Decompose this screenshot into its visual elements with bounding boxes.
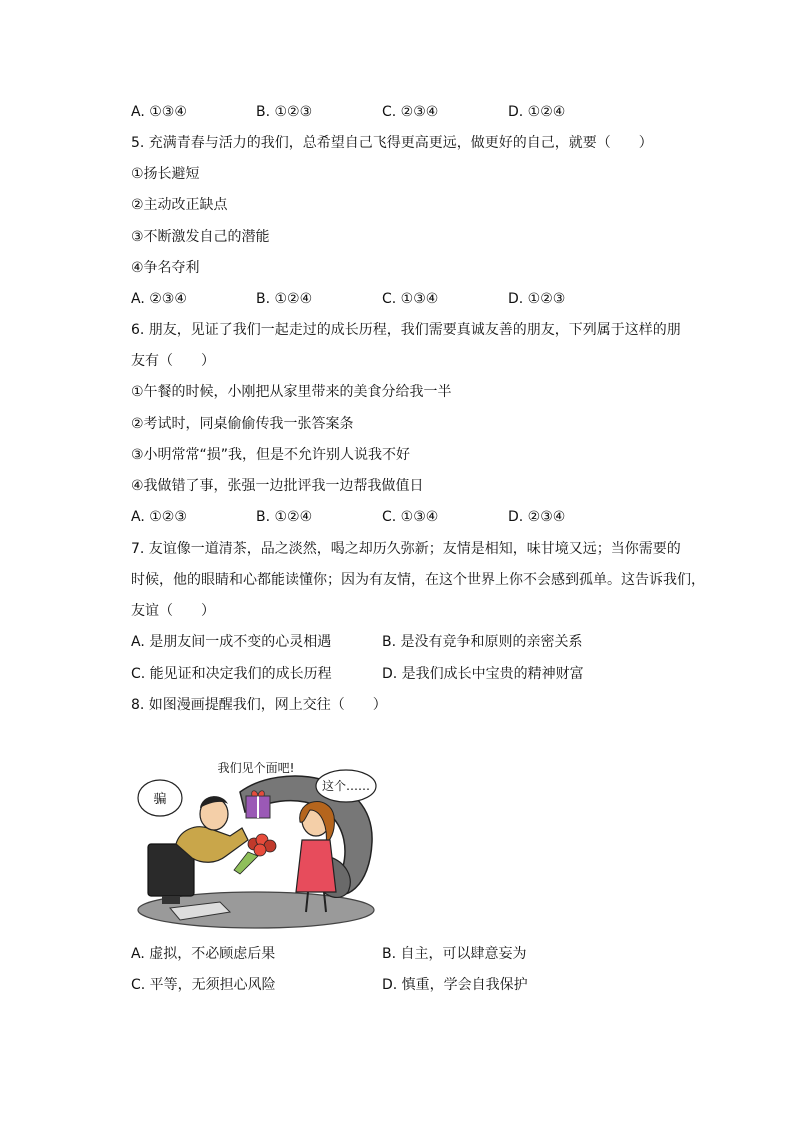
cartoon-illustration bbox=[130, 752, 382, 932]
q6-option-a: A. ①②③ bbox=[131, 509, 187, 525]
speech-right-text: 这个…… bbox=[321, 779, 371, 793]
q5-item-1: ①扬长避短 bbox=[131, 166, 200, 182]
bouquet-stems bbox=[234, 852, 258, 874]
q6-stem-line-1: 6. 朋友，见证了我们一起走过的成长历程，我们需要真诚友善的朋友，下列属于这样的朋 bbox=[131, 322, 681, 338]
q6-option-b: B. ①②④ bbox=[256, 509, 313, 525]
q5-option-c: C. ①③④ bbox=[382, 291, 439, 307]
q7-option-a: A. 是朋友间一成不变的心灵相遇 bbox=[131, 634, 332, 650]
q5-option-a: A. ②③④ bbox=[131, 291, 187, 307]
q5-item-4: ④争名夺利 bbox=[131, 260, 200, 276]
q6-option-d: D. ②③④ bbox=[508, 509, 566, 525]
monitor-stand bbox=[162, 896, 180, 904]
q5-option-d: D. ①②③ bbox=[508, 291, 566, 307]
speech-top-text: 我们见个面吧! bbox=[217, 761, 295, 775]
speech-left-text: 骗 bbox=[153, 792, 167, 807]
q7-option-d: D. 是我们成长中宝贵的精神财富 bbox=[382, 666, 584, 682]
q8-option-b: B. 自主，可以肆意妄为 bbox=[382, 946, 527, 962]
q5-option-b: B. ①②④ bbox=[256, 291, 313, 307]
q5-stem: 5. 充满青春与活力的我们，总希望自己飞得更高更远，做更好的自己，就要（ ） bbox=[131, 135, 653, 151]
woman-dress bbox=[296, 840, 336, 892]
q6-item-4: ④我做错了事，张强一边批评我一边帮我做值日 bbox=[131, 478, 424, 494]
q6-option-c: C. ①③④ bbox=[382, 509, 439, 525]
q6-item-3: ③小明常常“损”我，但是不允许别人说我不好 bbox=[131, 447, 411, 463]
q6-item-2: ②考试时，同桌偷偷传我一张答案条 bbox=[131, 416, 354, 432]
q7-stem-line-3: 友谊（ ） bbox=[131, 603, 215, 619]
q7-option-c: C. 能见证和决定我们的成长历程 bbox=[131, 666, 332, 682]
q4-option-d: D. ①②④ bbox=[508, 104, 566, 120]
q8-stem: 8. 如图漫画提醒我们，网上交往（ ） bbox=[131, 697, 387, 713]
q8-option-a: A. 虚拟，不必顾虑后果 bbox=[131, 946, 276, 962]
q8-cartoon bbox=[130, 752, 382, 932]
q7-option-b: B. 是没有竞争和原则的亲密关系 bbox=[382, 634, 583, 650]
q8-option-d: D. 慎重，学会自我保护 bbox=[382, 977, 528, 993]
q7-stem-line-2: 时候，他的眼睛和心都能读懂你；因为有友情，在这个世界上你不会感到孤单。这告诉我们， bbox=[131, 572, 705, 588]
q4-option-b: B. ①②③ bbox=[256, 104, 313, 120]
q6-stem-line-2: 友有（ ） bbox=[131, 353, 215, 369]
q4-option-c: C. ②③④ bbox=[382, 104, 439, 120]
q5-item-2: ②主动改正缺点 bbox=[131, 197, 228, 213]
q7-stem-line-1: 7. 友谊像一道清茶，品之淡然，喝之却历久弥新；友情是相知，味甘境又远；当你需要的 bbox=[131, 541, 681, 557]
q5-item-3: ③不断激发自己的潜能 bbox=[131, 229, 270, 245]
q8-option-c: C. 平等，无须担心风险 bbox=[131, 977, 276, 993]
q6-item-1: ①午餐的时候，小刚把从家里带来的美食分给我一半 bbox=[131, 384, 452, 400]
q4-option-a: A. ①③④ bbox=[131, 104, 187, 120]
